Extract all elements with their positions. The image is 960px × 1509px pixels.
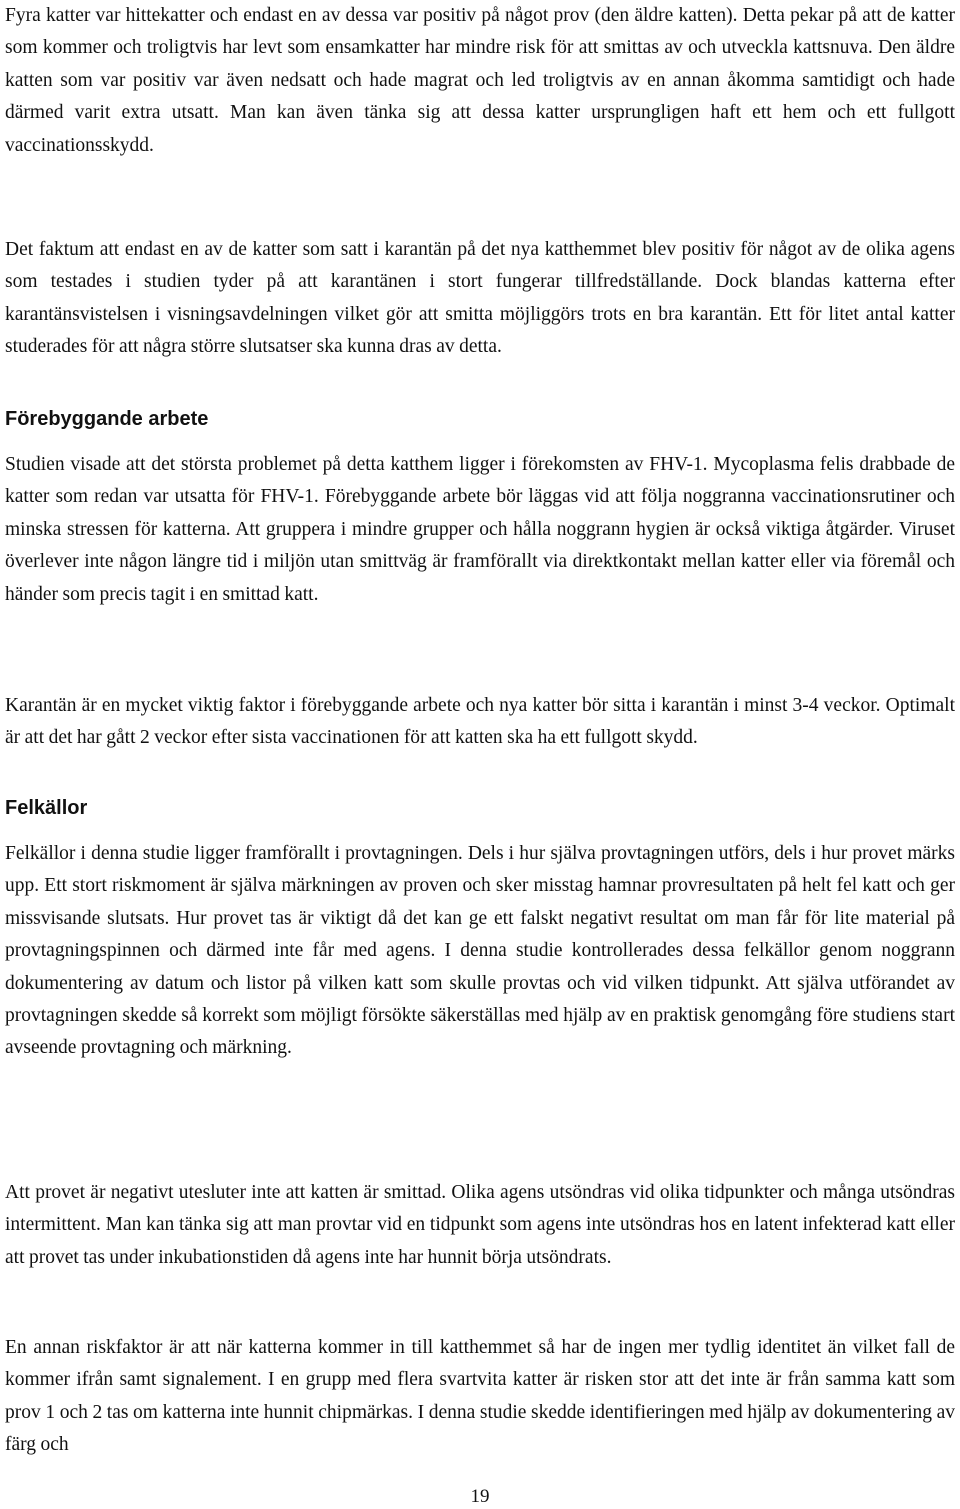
paragraph-hittekatter: Fyra katter var hittekatter och endast en av dessa var positiv på något prov (den äldre katten). Detta pekar på att de katter som kommer och troligtvis har levt som ensamkatter har mindre risk för att smittas av och utveckla kattsnuva. Den äldre katten som var positiv var även nedsatt och hade magrat och led troligtvis av en annan åkomma samtidigt och hade därmed varit extra utsatt. Man kan även tänka sig att dessa katter ursprungligen haft ett hem och ett fullgott vaccinationsskydd.: [5, 5, 955, 156]
paragraph-karantan-resultat: Det faktum att endast en av de katter som satt i karantän på det nya katthemmet blev positiv för något av de olika agens som testades i studien tyder på att karantänen i stort fungerar tillfredställande. Dock blandas katterna efter karantänsvistelsen i visningsavdelningen vilket gör att smitta möjliggörs trots en bra karantän. Ett för litet antal katter studerades för att några större slutsatser ska kunna dras av detta.: [5, 239, 955, 358]
page-number: 19: [470, 1486, 490, 1507]
document-page: [5, 0, 955, 1509]
paragraph-riskfaktor-identitet: En annan riskfaktor är att när katterna kommer in till katthemmet så har de ingen mer tydlig identitet än vilket fall de kommer ifrån samt signalement. I en grupp med flera svartvita katter är risken stor att det inte är från samma katt som prov 1 och 2 tas om katterna inte hunnit chipmärkas. I denna studie skedde identifieringen med hjälp av dokumentering av färg och: [5, 1337, 955, 1456]
paragraph-negativt-prov: Att provet är negativt utesluter inte att katten är smittad. Olika agens utsöndras vid olika tidpunkter och många utsöndras intermittent. Man kan tänka sig att man provtar vid en tidpunkt som agens inte utsöndras hos en latent infekterad katt eller att provet tas under inkubationstiden då agens inte har hunnit börja utsöndrats.: [5, 1182, 955, 1268]
paragraph-provtagning: Felkällor i denna studie ligger framförallt i provtagningen. Dels i hur själva provtagningen utförs, dels i hur provet märks upp. Ett stort riskmoment är själva märkningen av proven och sker misstag hamnar provresultaten på helt fel katt och ger missvisande slutsats. Hur provet tas är viktigt då det kan ge ett falskt negativt resultat om man får för lite material på provtagningspinnen och därmed inte får med agens. I denna studie kontrollerades dessa felkällor genom noggrann dokumentering av datum och listor på vilken katt som skulle provtas och vid vilken tidpunkt. Att själva utförandet av provtagningen skedde så korrekt som möjligt försökte säkerställas med hjälp av en praktisk genomgång före studiens start avseende provtagning och märkning.: [5, 843, 955, 1059]
heading-forebyggande-arbete: Förebyggande arbete: [5, 408, 209, 430]
paragraph-karantan-faktor: Karantän är en mycket viktig faktor i förebyggande arbete och nya katter bör sitta i karantän i minst 3-4 veckor. Optimalt är att det har gått 2 veckor efter sista vaccinationen för att katten ska ha ett fullgott skydd.: [5, 695, 955, 749]
heading-felkallor: Felkällor: [5, 797, 88, 819]
paragraph-fhv1: Studien visade att det största problemet på detta katthem ligger i förekomsten av FHV-1. Mycoplasma felis drabbade de katter som redan var utsatta för FHV-1. Förebyggande arbete bör läggas vid att följa noggranna vaccinationsrutiner och minska stressen för katterna. Att gruppera i mindre grupper och hålla noggrann hygien är också viktiga åtgärder. Viruset överlever inte någon längre tid i miljön utan smittväg är framförallt via direktkontakt mellan katter eller via föremål och händer som precis tagit i en smittad katt.: [5, 454, 955, 605]
